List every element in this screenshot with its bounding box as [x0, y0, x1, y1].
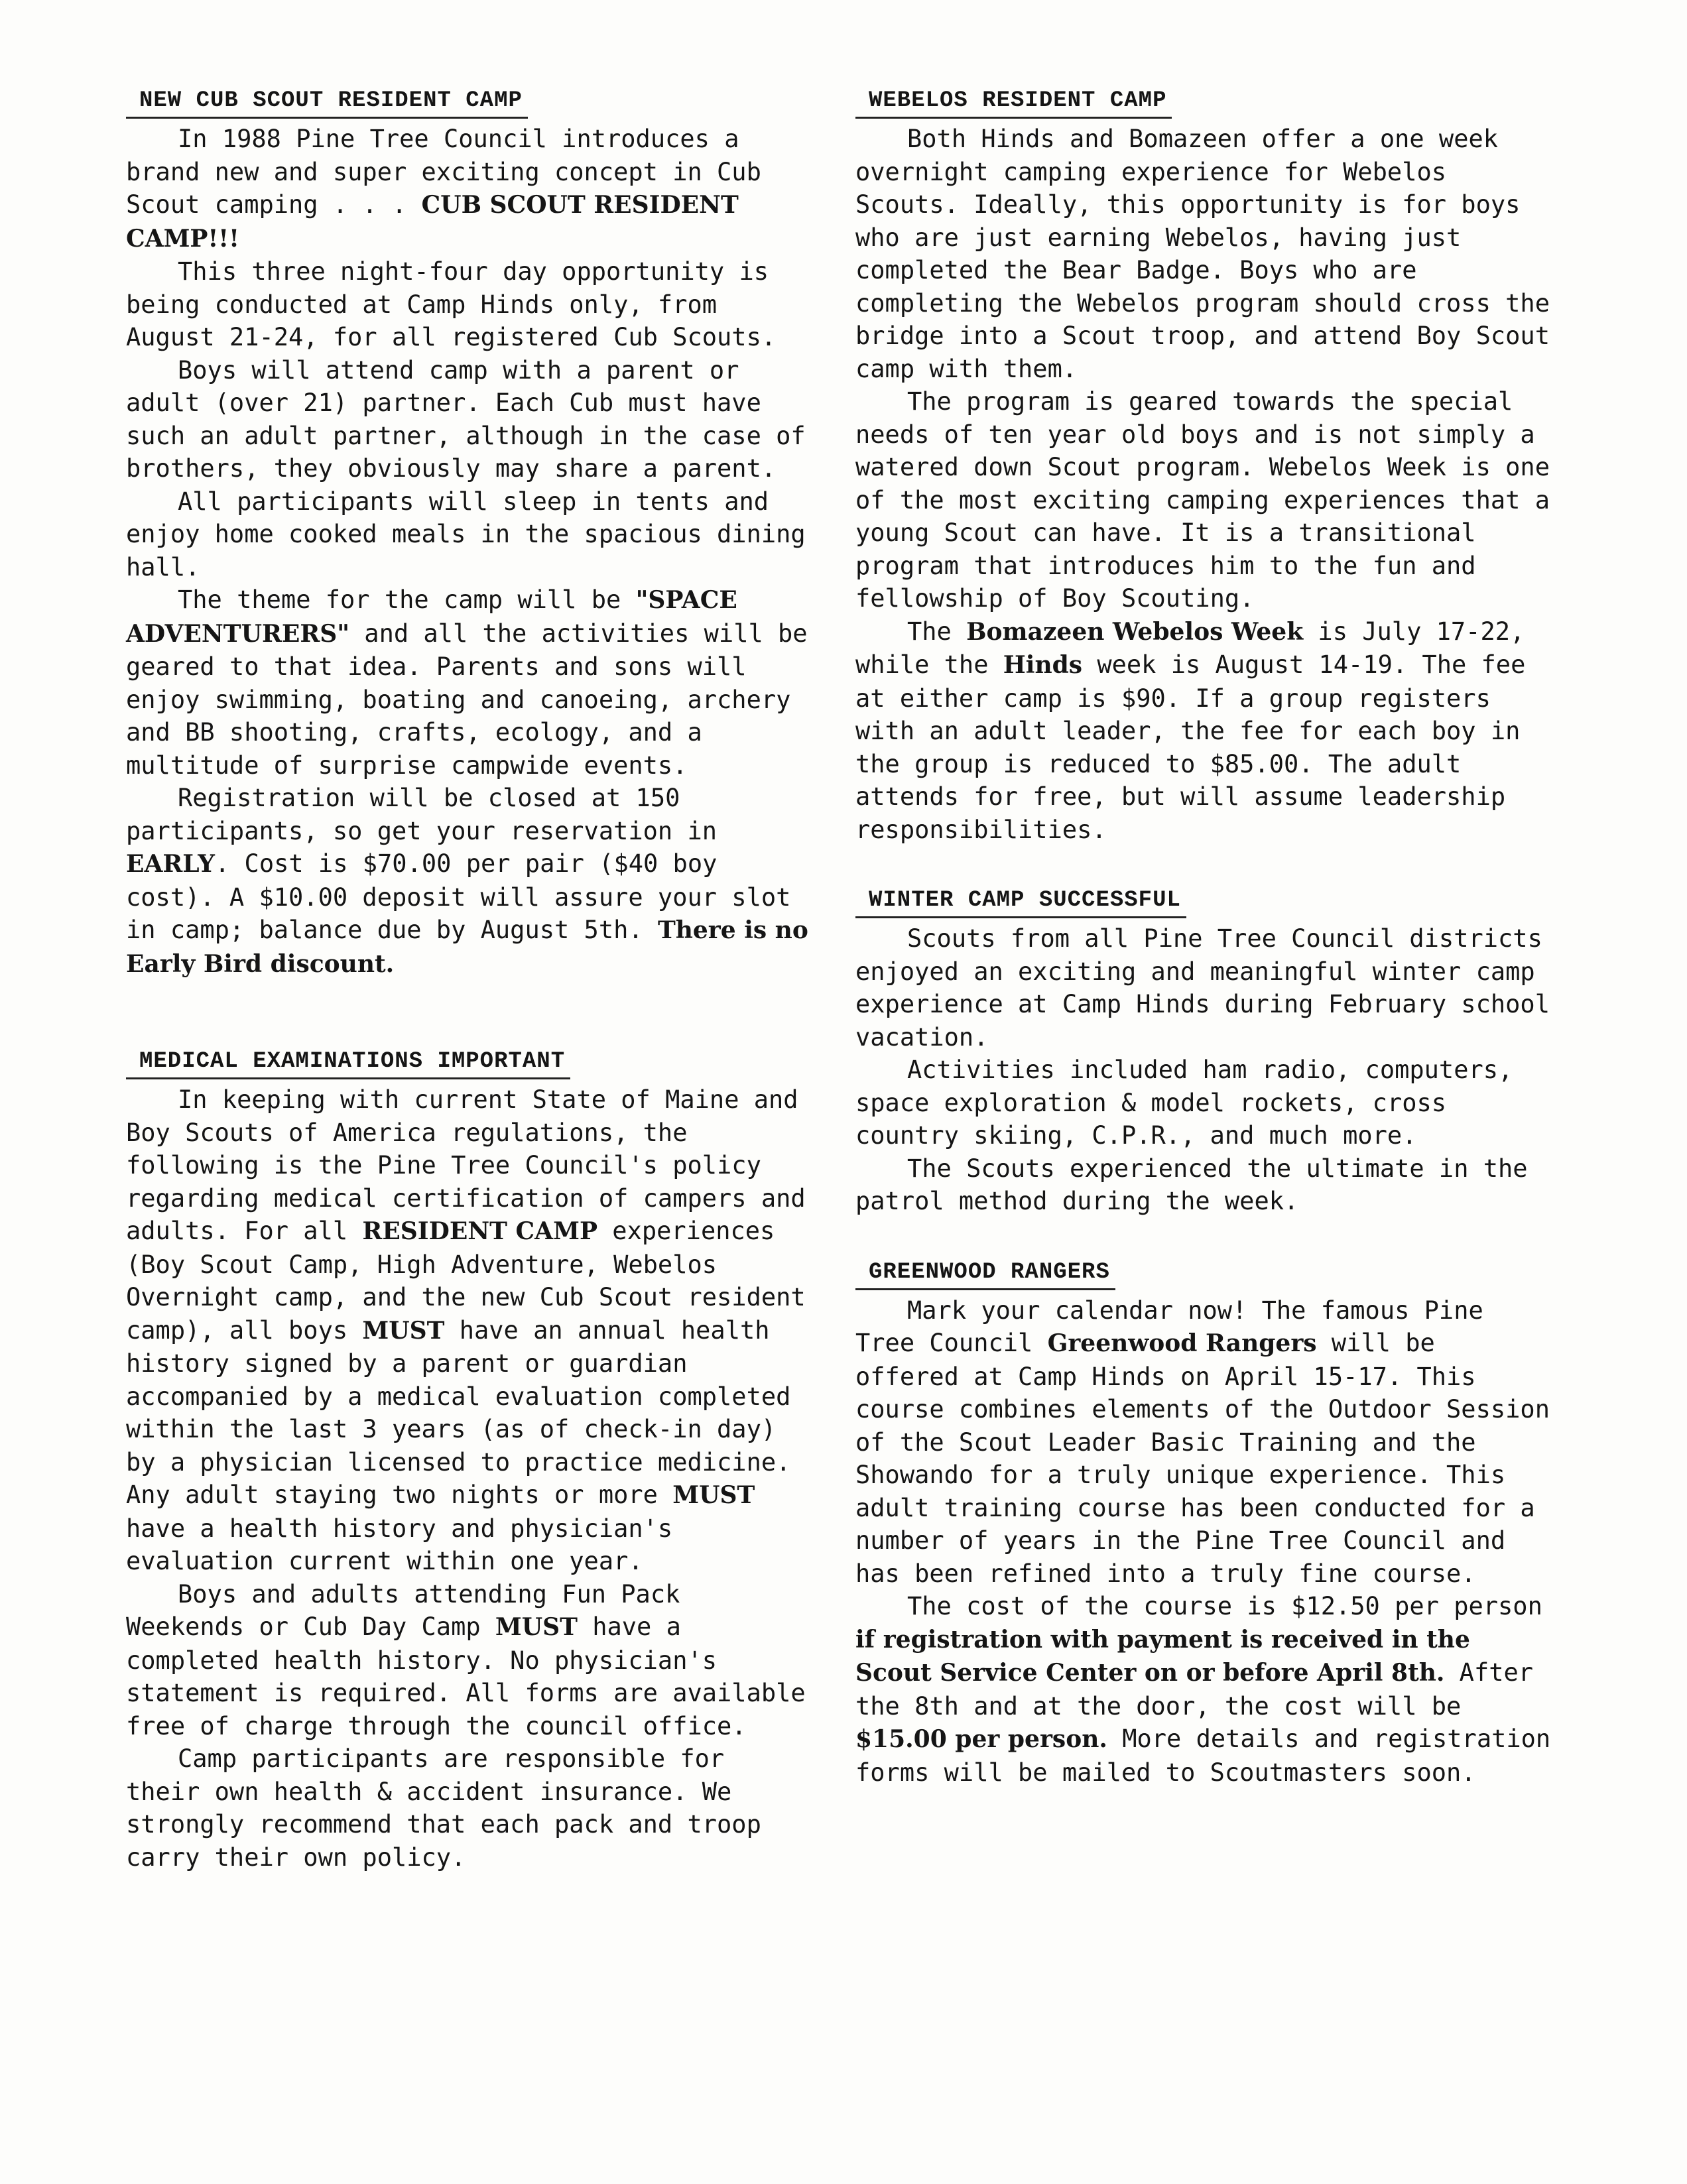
paragraph: Boys will attend camp with a parent or adult (over 21) partner. Each Cub must have such an adult partner, although in the case of brothers, they obviously may share a parent. — [126, 355, 806, 483]
paragraph: The program is geared towards the special needs of ten year old boys and is not simply a watered down Scout program. Webelos Week is one of the most exciting camping experiences that a young Scout can have. It is a transitional program that introduces him to the fun and fellowship of Boy Scouting. — [855, 387, 1550, 613]
article-heading: WINTER CAMP SUCCESSFUL — [855, 886, 1186, 918]
paragraph: Camp participants are responsible for their own health & accident insurance. We strongly recommend that each pack and troop carry their own policy. — [126, 1744, 761, 1872]
paragraph: Both Hinds and Bomazeen offer a one week overnight camping experience for Webelos Scouts. Ideally, this opportunity is for boys who are just earning Webelos, having just completed the Bear Badge. Boys who are completing the Webelos program should cross the bridge into a Scout troop, and attend Boy Scout camp with them. — [855, 125, 1550, 383]
article-heading: GREENWOOD RANGERS — [855, 1258, 1115, 1290]
paragraph: Boys and adults attending Fun Pack Weekends or Cub Day Camp MUST have a completed health history. No physician's statement is required. All forms are available free of charge through the council office. — [126, 1579, 806, 1740]
paragraph: In keeping with current State of Maine and Boy Scouts of America regulations, the following is the Pine Tree Council's policy regarding medical certification of campers and adults. For all RESIDENT CAMP experiences (Boy Scout Camp, High Adventure, Webelos Overnight camp, and the new Cub Scout resident camp), all boys MUST have an annual health history signed by a parent or guardian accompanied by a medical evaluation completed within the last 3 years (as of check-in day) by a physician licensed to practice medicine. Any adult staying two nights or more MUST have a health history and physician's evaluation current within one year. — [126, 1085, 806, 1575]
article-heading: MEDICAL EXAMINATIONS IMPORTANT — [126, 1047, 570, 1079]
article-greenwood-rangers — [855, 1258, 1552, 1790]
left-column — [126, 86, 809, 1940]
paragraph: This three night-four day opportunity is being conducted at Camp Hinds only, from August 21-24, for all registered Cub Scouts. — [126, 257, 777, 351]
article-heading: WEBELOS RESIDENT CAMP — [855, 86, 1172, 119]
article-medical-examinations — [126, 1047, 809, 1874]
article-winter-camp — [855, 886, 1552, 1218]
paragraph: In 1988 Pine Tree Council introduces a brand new and super exciting concept in Cub Scout camping . . . CUB SCOUT RESIDENT CAMP!!! — [126, 125, 761, 253]
paragraph: Registration will be closed at 150 participants, so get your reservation in EARLY. Cost is $70.00 per pair ($40 boy cost). A $10.00 deposit will assure your slot in camp; balance due by August 5th. There is no Early Bird discount. — [126, 784, 808, 978]
paragraph: Mark your calendar now! The famous Pine Tree Council Greenwood Rangers will be offered at Camp Hinds on April 15-17. This course combines elements of the Outdoor Session of the Scout Leader Basic Training and the Showando for a truly unique experience. This adult training course has been conducted for a number of years in the Pine Tree Council and has been refined into a truly fine course. — [855, 1296, 1550, 1588]
article-heading: NEW CUB SCOUT RESIDENT CAMP — [126, 86, 528, 119]
paragraph: The Bomazeen Webelos Week is July 17-22, while the Hinds week is August 14-19. The fee at either camp is $90. If a group registers with an adult leader, the fee for each boy in the group is reduced to $85.00. The adult attends for free, but will assume leadership responsibilities. — [855, 617, 1526, 844]
paragraph: The Scouts experienced the ultimate in the patrol method during the week. — [855, 1154, 1528, 1215]
article-cub-scout-camp — [126, 86, 809, 981]
paragraph: The theme for the camp will be "SPACE ADVENTURERS" and all the activities will be geared to that idea. Parents and sons will enjoy swimming, boating and canoeing, archery and BB shooting, crafts, ecology, and a multitude of surprise campwide events. — [126, 585, 808, 780]
paragraph: All participants will sleep in tents and enjoy home cooked meals in the spacious dining hall. — [126, 487, 806, 581]
right-column — [855, 86, 1552, 1855]
paragraph: Activities included ham radio, computers, space exploration & model rockets, cross country skiing, C.P.R., and much more. — [855, 1056, 1513, 1150]
paragraph: Scouts from all Pine Tree Council districts enjoyed an exciting and meaningful winter camp experience at Camp Hinds during February school vacation. — [855, 924, 1550, 1052]
paragraph: The cost of the course is $12.50 per person if registration with payment is received in the Scout Service Center on or before April 8th. After the 8th and at the door, the cost will be $15.00 per person. More details and registration forms will be mailed to Scoutmasters soon. — [855, 1592, 1551, 1787]
article-webelos-camp — [855, 86, 1552, 846]
